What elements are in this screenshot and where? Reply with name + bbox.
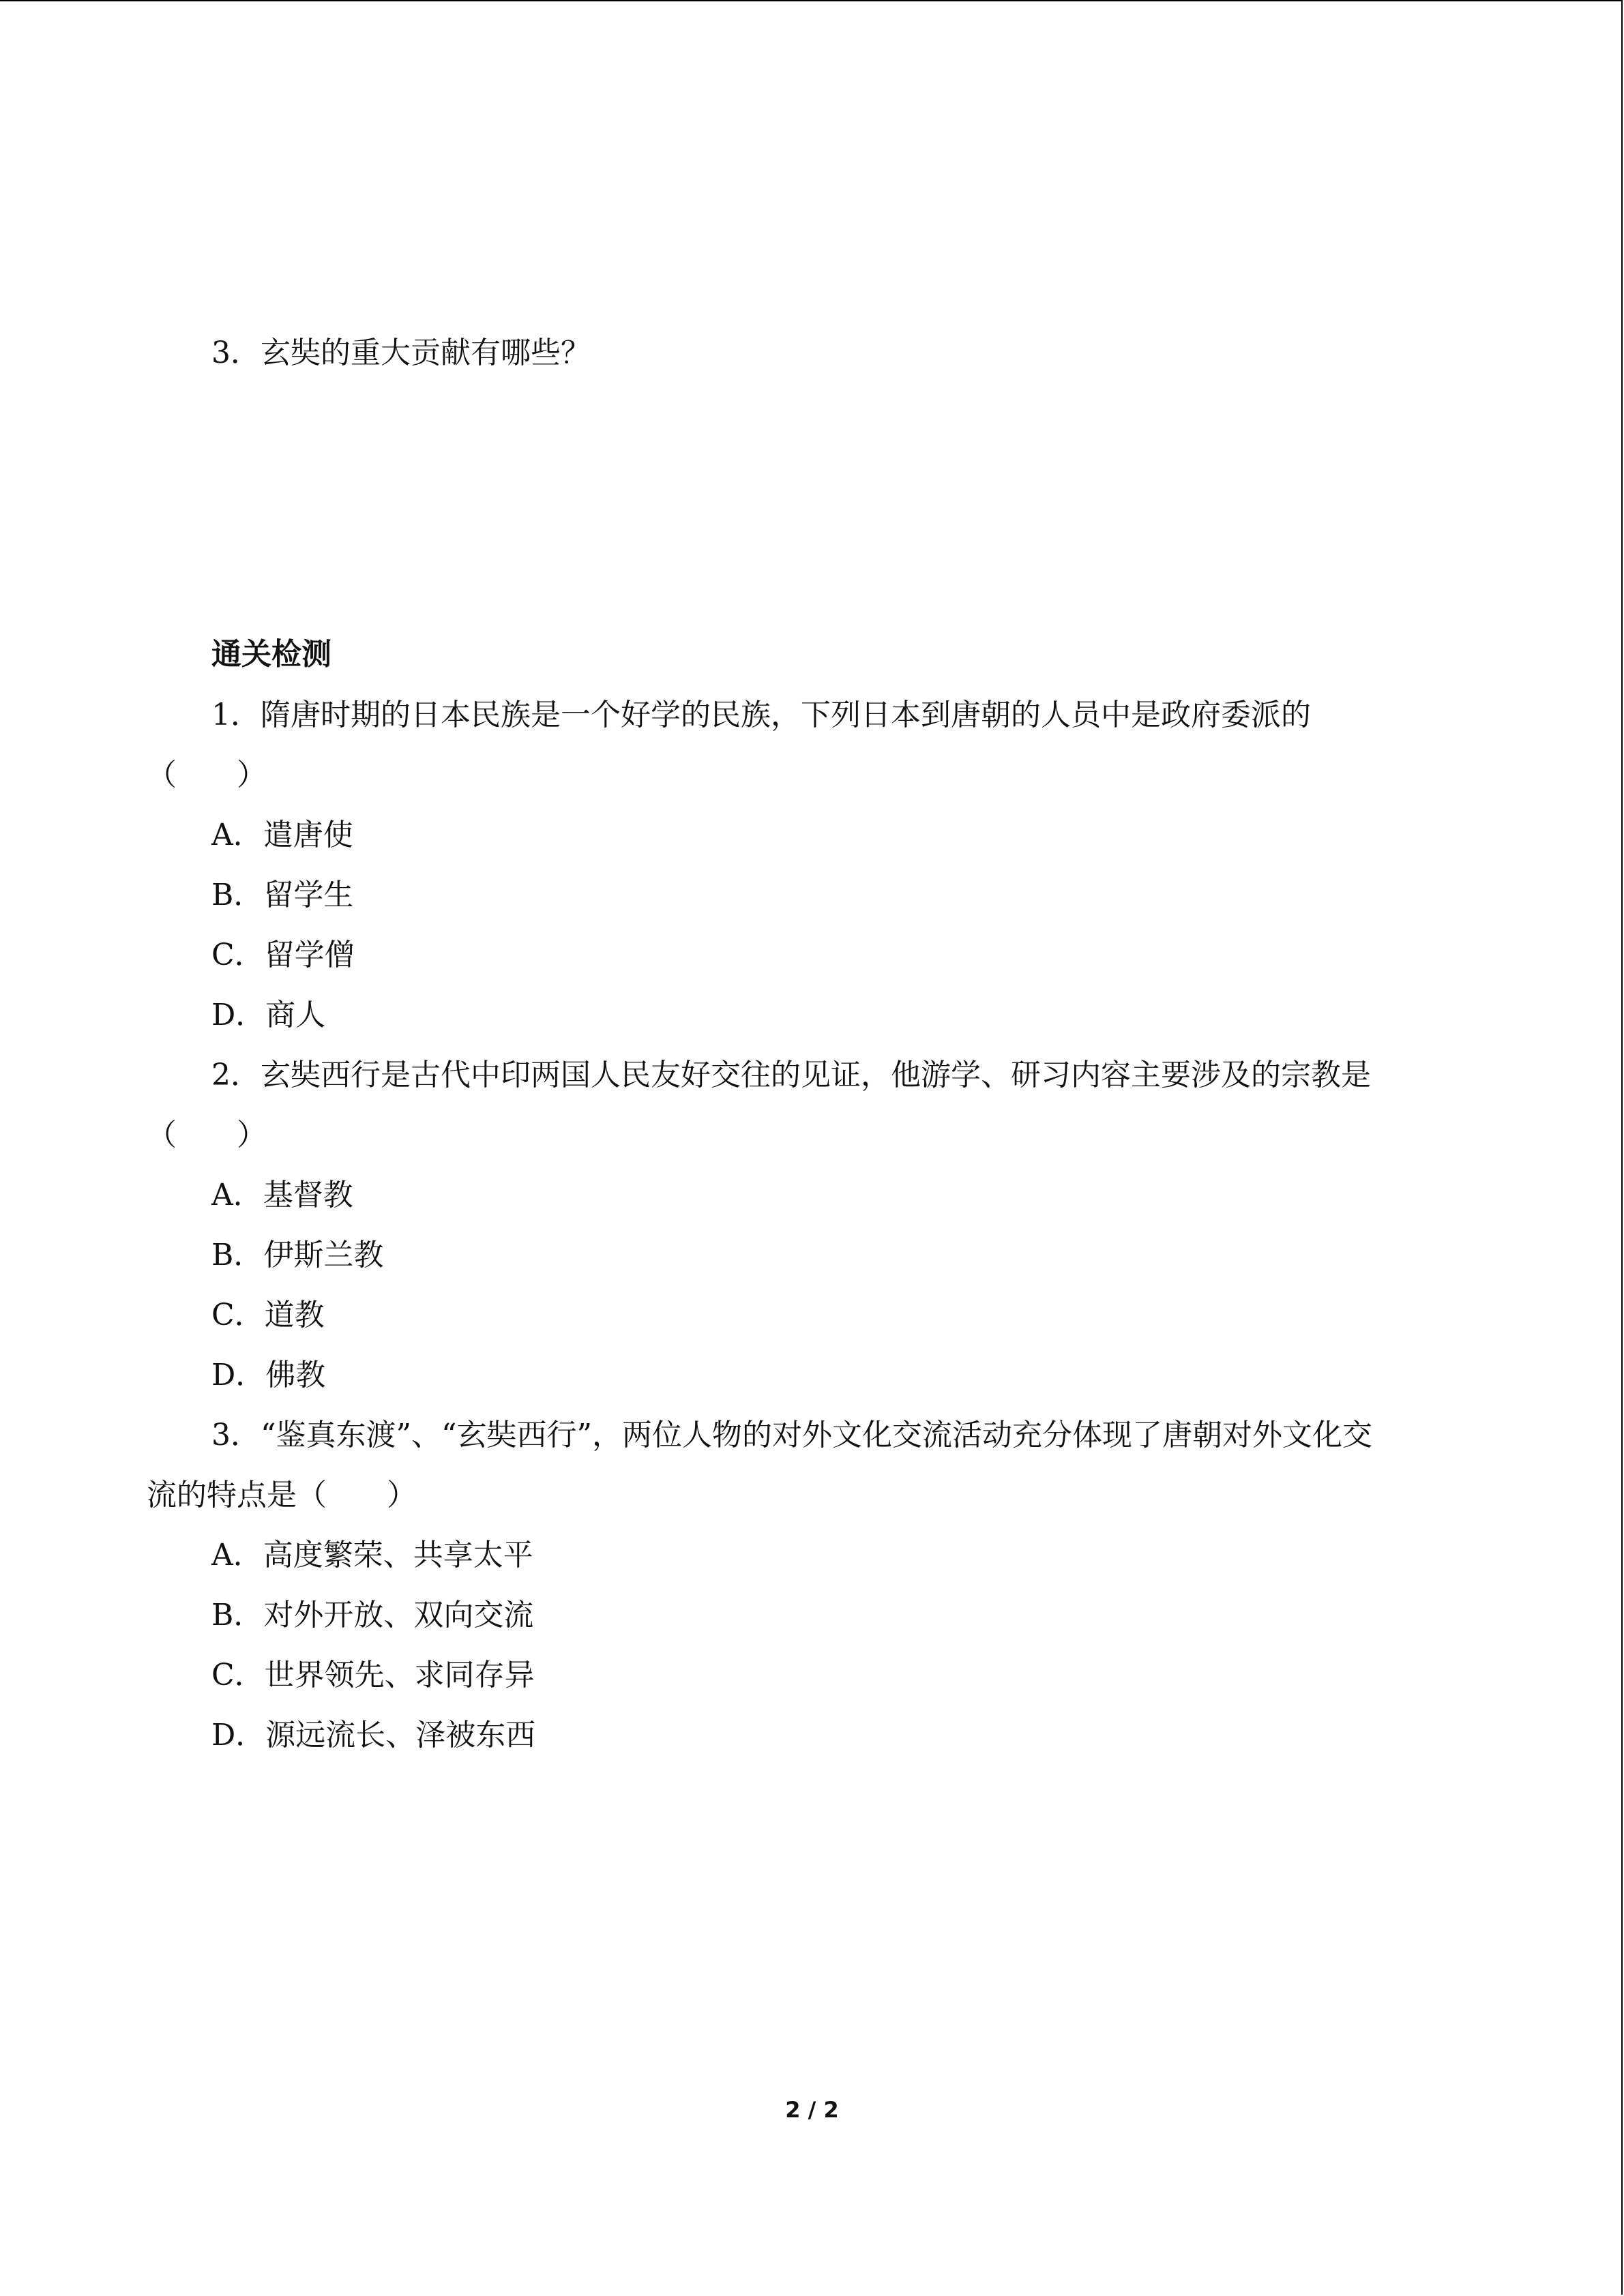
q2-option-d: D．佛教 bbox=[211, 1358, 326, 1392]
section-title: 通关检测 bbox=[211, 637, 331, 672]
q1-stem-line2: （ ） bbox=[147, 758, 267, 792]
q2-stem-line2: （ ） bbox=[147, 1118, 267, 1152]
q2-option-b: B．伊斯兰教 bbox=[211, 1238, 384, 1272]
page-number: 2 / 2 bbox=[785, 2097, 839, 2123]
q1-option-d: D．商人 bbox=[211, 998, 326, 1032]
q3-option-c: C．世界领先、求同存异 bbox=[211, 1658, 535, 1693]
q3-stem-line1: 3．“鉴真东渡”、“玄奘西行”，两位人物的对外文化交流活动充分体现了唐朝对外文化交 bbox=[211, 1418, 1372, 1452]
q2-stem-line1: 2．玄奘西行是古代中印两国人民友好交往的见证，他游学、研习内容主要涉及的宗教是 bbox=[211, 1058, 1371, 1092]
q3-option-a: A．高度繁荣、共享太平 bbox=[211, 1538, 533, 1572]
q3-option-b: B．对外开放、双向交流 bbox=[211, 1598, 534, 1632]
q1-stem-line1: 1．隋唐时期的日本民族是一个好学的民族，下列日本到唐朝的人员中是政府委派的 bbox=[211, 698, 1311, 732]
q2-option-c: C．道教 bbox=[211, 1298, 325, 1332]
q3-stem-line2: 流的特点是（ ） bbox=[147, 1478, 417, 1512]
pre-question: 3．玄奘的重大贡献有哪些？ bbox=[211, 336, 591, 370]
q1-option-a: A．遣唐使 bbox=[211, 818, 353, 852]
q2-option-a: A．基督教 bbox=[211, 1178, 353, 1212]
q1-option-b: B．留学生 bbox=[211, 878, 354, 912]
q1-option-c: C．留学僧 bbox=[211, 938, 355, 972]
q3-option-d: D．源远流长、泽被东西 bbox=[211, 1718, 536, 1753]
